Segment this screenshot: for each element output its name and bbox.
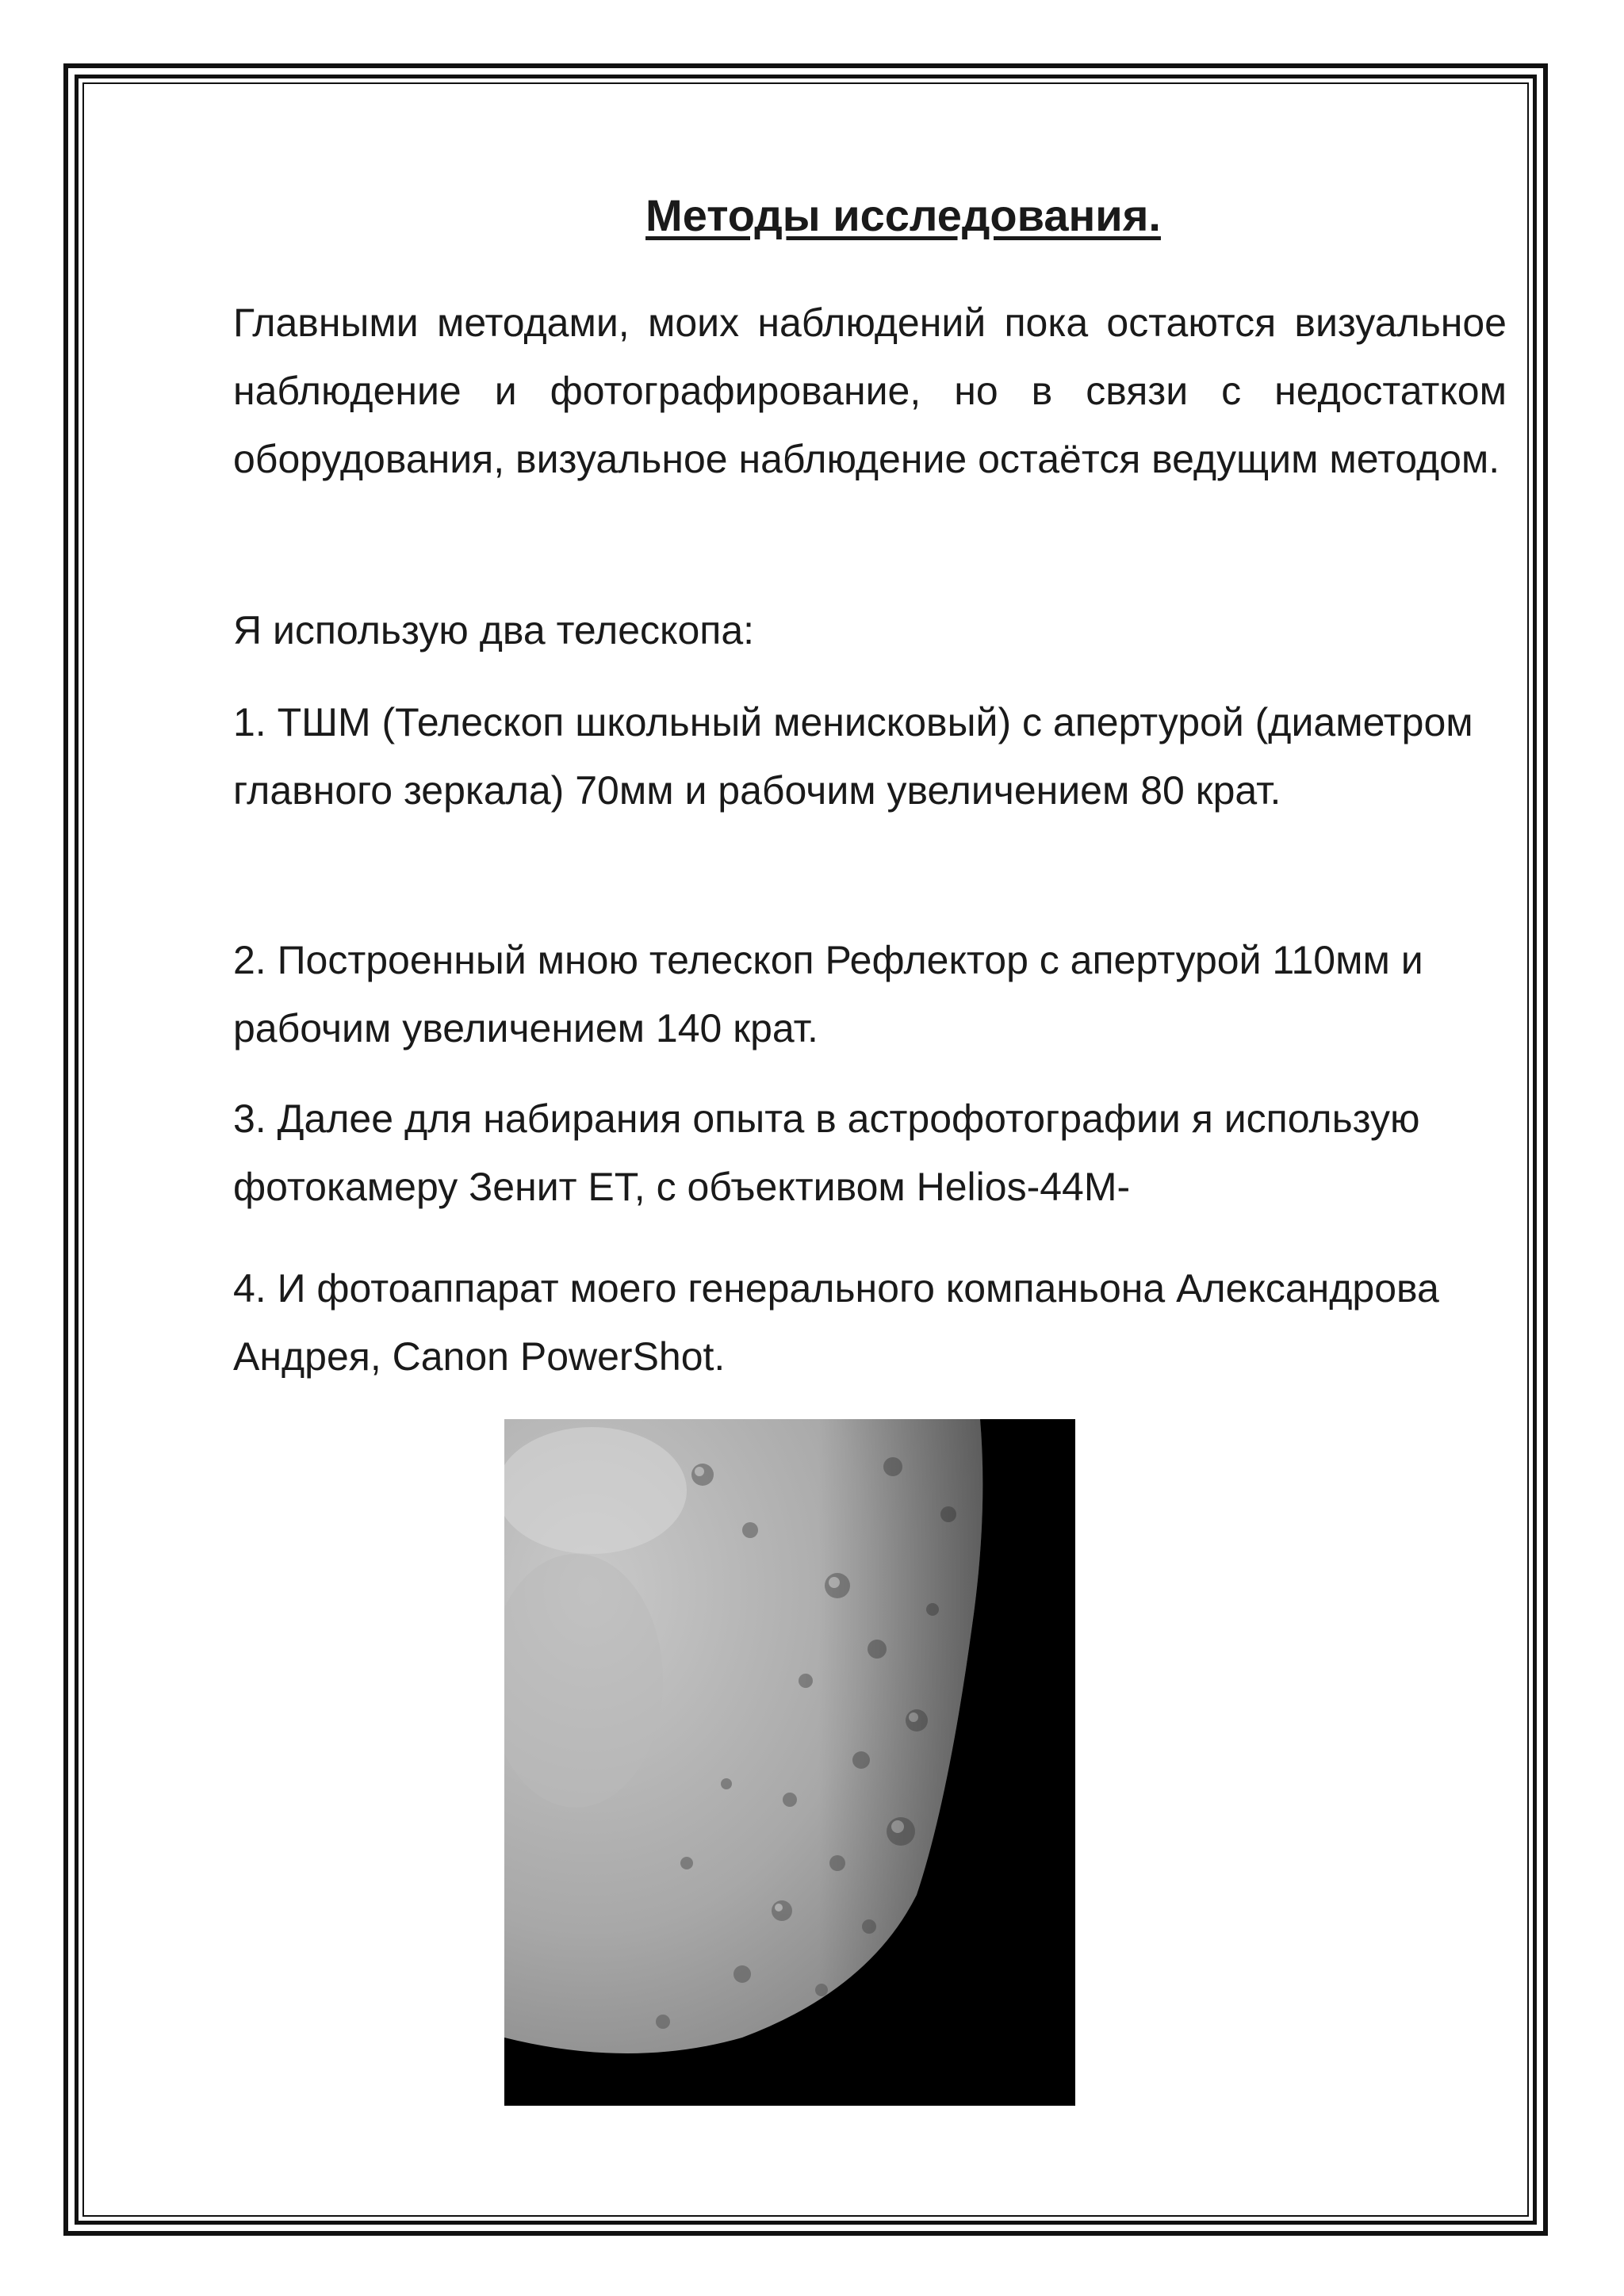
paragraph-methods: Главными методами, моих наблюдений пока остаются визуальное наблюдение и фотографирование, но в связи с недостатком оборудования, визуальное наблюдение остаётся ведущим методом. — [233, 300, 1507, 481]
list-item-camera-2: 4. И фотоаппарат моего генерального компаньона Александрова Андрея, Canon PowerShot. — [233, 1266, 1439, 1379]
list-item-telescope-1: 1. ТШМ (Телескоп школьный менисковый) с апертурой (диаметром главного зеркала) 70мм и рабочим увеличением 80 крат. — [233, 700, 1473, 813]
moon-surface-photo — [504, 1419, 1075, 2106]
list-item-camera-1: 3. Далее для набирания опыта в астрофотографии я использую фотокамеру Зенит ЕТ, с объективом Helios-44M- — [233, 1096, 1420, 1209]
moon-image — [504, 1419, 1075, 2106]
document-title: Методы исследования. — [645, 190, 1161, 240]
paragraph-telescopes-intro: Я использую два телескопа: — [233, 608, 755, 652]
list-item-telescope-2: 2. Построенный мною телескоп Рефлектор с апертурой 110мм и рабочим увеличением 140 крат. — [233, 938, 1423, 1050]
